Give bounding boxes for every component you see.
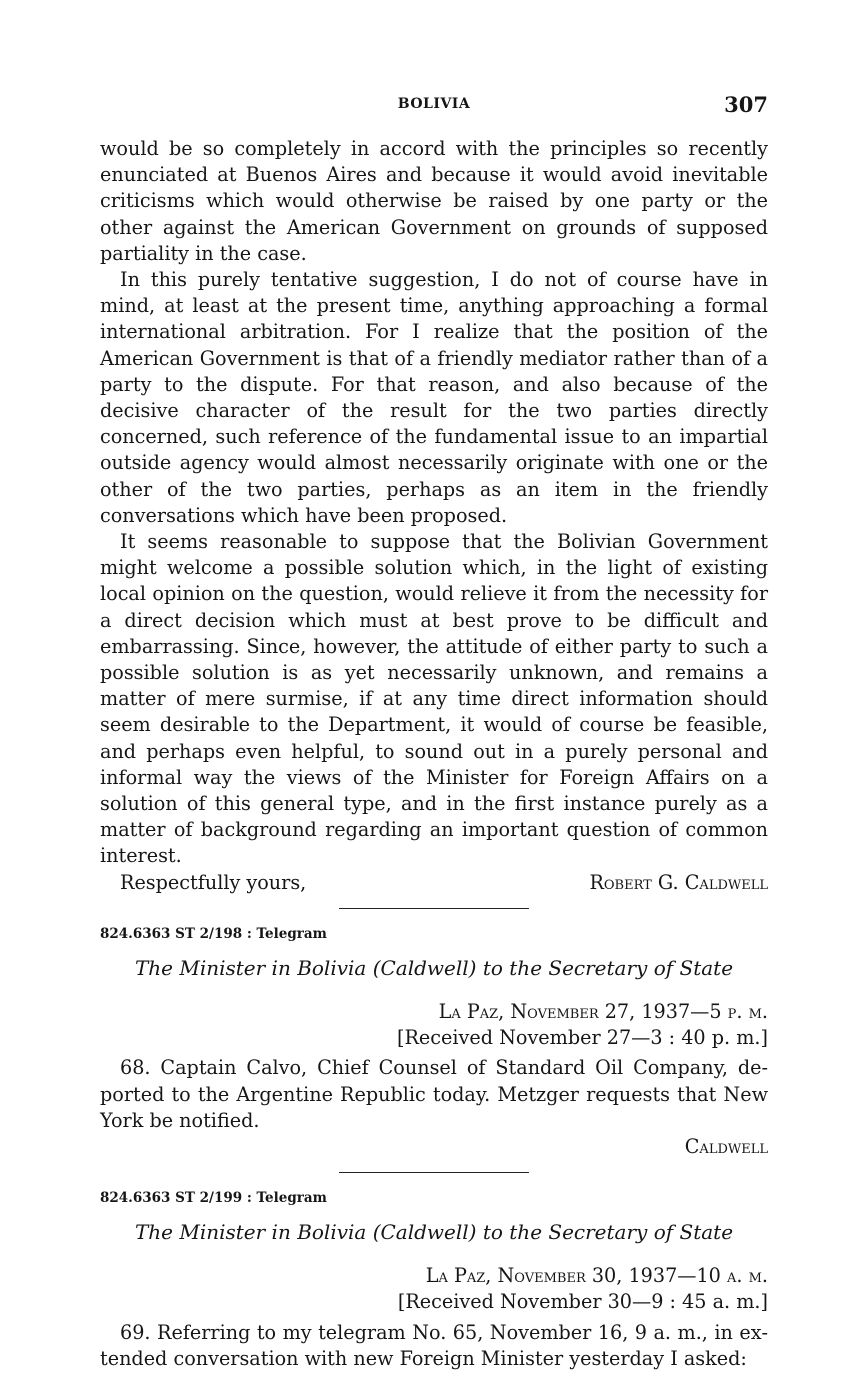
telegram-text: 68. Captain Calvo, Chief Counsel of Standard Oil Company, deported to the Argentine Republic today. Metzger requests that New York be notified. <box>100 1056 768 1132</box>
page-header <box>100 92 768 122</box>
file-reference: 824.6363 ST 2/199 : Telegram <box>100 1190 327 1207</box>
salutation: Respectfully yours, <box>120 870 307 894</box>
dateline <box>100 999 768 1025</box>
page-body <box>100 136 768 1372</box>
signature: Robert G. Caldwell <box>589 870 768 894</box>
continuation-paragraph: would be so completely in accord with the principles so recently enunciated at Buenos Aires and because it would avoid inevitable criticisms which would otherwise be raised by one party or the other against the American Government on grounds of supposed partiality in the case. <box>100 137 768 265</box>
paragraph: It seems reasonable to suppose that the Bolivian Government might welcome a possible solution which, in the light of existing local opinion on the question, would relieve it from the necessity for a direct decision which must at best prove to be difficult and embarrassing. Since, however, the attitude of either party to such a possible solution is as yet necessarily unknown, and remains a matter of mere surmise, if at any time direct information should seem desirable to the Department, it would of course be feasible, and perhaps even helpful, to sound out in a purely personal and informal way the views of the Minister for Foreign Affairs on a solution of this general type, and in the first instance purely as a matter of background regarding an important question of common interest. <box>100 530 768 868</box>
telegram-document <box>100 925 768 1160</box>
dateline-text: La Paz, November 27, 1937—5 p. m. <box>438 999 768 1023</box>
section-divider <box>339 908 529 909</box>
telegram-signature: Caldwell <box>684 1134 768 1158</box>
document-title: The Minister in Bolivia (Caldwell) to the Secretary of State <box>134 1220 734 1245</box>
paragraph: In this purely tentative suggestion, I do not of course have in mind, at least at the present time, anything approaching a formal international arbitration. For I realize that the position of the American Government is that of a friendly mediator rather than of a party to the dispute. For that reason, and also because of the decisive character of the result for the two parties directly concerned, such reference of the fundamental issue to an impartial outside agency would almost necessarily originate with one or the other of the two parties, perhaps as an item in the friendly conversations which have been proposed. <box>100 268 768 527</box>
section-divider <box>339 1172 529 1173</box>
closing-line <box>100 870 768 896</box>
running-head: BOLIVIA <box>397 96 471 112</box>
telegram-document <box>100 1189 768 1372</box>
page-number: 307 <box>724 92 768 117</box>
dateline <box>100 1263 768 1289</box>
dateline-text: La Paz, November 30, 1937—10 a. m. <box>425 1264 768 1288</box>
file-reference: 824.6363 ST 2/198 : Telegram <box>100 925 327 942</box>
received-line: [Received November 30—9 : 45 a. m.] <box>397 1290 768 1314</box>
received-line: [Received November 27—3 : 40 p. m.] <box>397 1026 768 1050</box>
document-title: The Minister in Bolivia (Caldwell) to the Secretary of State <box>134 955 734 980</box>
telegram-text: 69. Referring to my telegram No. 65, November 16, 9 a. m., in extended conversation with new Foreign Minister yesterday I asked: <box>100 1320 768 1370</box>
